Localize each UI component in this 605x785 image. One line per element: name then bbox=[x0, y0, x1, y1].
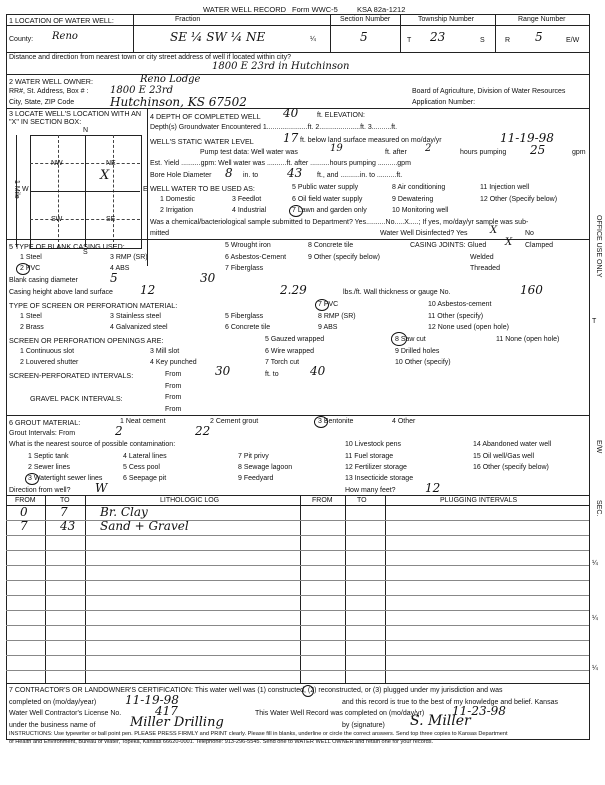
use-irrigation[interactable]: 2 Irrigation bbox=[160, 207, 194, 214]
src-fertilizer[interactable]: 12 Fertilizer storage bbox=[345, 464, 407, 471]
bore-in: in. to bbox=[243, 172, 259, 179]
use-lawn-circle bbox=[289, 205, 303, 217]
casing-concrete[interactable]: 8 Concrete tile bbox=[308, 242, 354, 249]
joints-label: CASING JOINTS: Glued bbox=[410, 242, 487, 249]
open-saw-circle bbox=[391, 332, 407, 346]
instructions-2: of Health and Environment, Bureau of Water, Topeka, Kansas 66620-0001. Telephone: 913-296-5545. Send one to WATER WELL OWNER and retain one for your records. bbox=[9, 739, 434, 745]
fraction-quarter: ¼ bbox=[310, 36, 316, 43]
openings-label: SCREEN OR PERFORATION OPENINGS ARE: bbox=[9, 336, 164, 345]
screen-fiberglass[interactable]: 5 Fiberglass bbox=[225, 313, 264, 320]
src-septic[interactable]: 1 Septic tank bbox=[28, 453, 69, 460]
license-value[interactable]: 417 bbox=[155, 704, 178, 718]
src-watertight[interactable]: 3 Watertight sewer lines bbox=[28, 475, 103, 482]
casing-fiberglass[interactable]: 7 Fiberglass bbox=[225, 265, 264, 272]
screen-pvc[interactable]: 7 PVC bbox=[318, 301, 339, 308]
cert-true-text: and this record is true to the best of my knowledge and belief. Kansas bbox=[342, 699, 558, 706]
pump-gpm[interactable]: 25 bbox=[530, 143, 546, 157]
joints-clamped: Clamped bbox=[525, 242, 554, 249]
business-value[interactable]: Miller Drilling bbox=[130, 715, 224, 730]
pump-hours-label: hours pumping bbox=[460, 149, 507, 156]
section-value[interactable]: 5 bbox=[360, 30, 368, 44]
open-drilled[interactable]: 9 Drilled holes bbox=[395, 348, 440, 355]
township-value[interactable]: 23 bbox=[430, 30, 446, 44]
open-torch[interactable]: 7 Torch cut bbox=[265, 359, 300, 366]
cert-completed-date[interactable]: 11-19-98 bbox=[125, 693, 179, 707]
log-to-header: TO bbox=[60, 497, 70, 504]
range-ew: E/W bbox=[566, 37, 580, 44]
bore-label: Bore Hole Diameter bbox=[150, 172, 212, 179]
disinfected-label: Water Well Disinfected? Yes bbox=[380, 230, 468, 237]
static-date[interactable]: 11-19-98 bbox=[500, 131, 554, 145]
form-title: WATER WELL RECORD bbox=[203, 5, 287, 14]
fraction-value[interactable]: SE ¼ SW ¼ NE bbox=[170, 30, 266, 44]
casing-rmp[interactable]: 3 RMP (SR) bbox=[110, 254, 148, 261]
gravel-from-label: From bbox=[165, 394, 182, 401]
screen-brass[interactable]: 2 Brass bbox=[20, 324, 44, 331]
use-domestic[interactable]: 1 Domestic bbox=[160, 196, 196, 203]
casing-pvc[interactable]: 2 PVC bbox=[20, 265, 41, 272]
form-number: Form WWC-5 bbox=[292, 5, 338, 14]
log-row-2-desc[interactable]: Sand + Gravel bbox=[100, 519, 189, 533]
section-box bbox=[30, 135, 142, 249]
static-value[interactable]: 17 bbox=[283, 131, 299, 145]
office-use-label: OFFICE USE ONLY bbox=[595, 215, 602, 278]
cert-completed-label: completed on (mo/day/year) bbox=[9, 699, 97, 706]
screen-pvc-circle bbox=[315, 299, 329, 311]
compass-w: W bbox=[22, 186, 29, 193]
perf-to-label: ft. to bbox=[265, 371, 279, 378]
location-x-mark[interactable]: X bbox=[100, 168, 110, 183]
county-label: County: bbox=[9, 36, 34, 43]
src-abandoned[interactable]: 14 Abandoned water well bbox=[473, 441, 552, 448]
side-q2: ¼ bbox=[592, 615, 598, 622]
quad-se: SE bbox=[106, 216, 116, 223]
grout-other[interactable]: 4 Other bbox=[392, 418, 416, 425]
log-row-1-from[interactable]: 0 bbox=[20, 505, 28, 519]
src-livestock[interactable]: 10 Livestock pens bbox=[345, 441, 402, 448]
src-seepage[interactable]: 6 Seepage pit bbox=[123, 475, 167, 482]
record-completed-label: This Water Well Record was completed on (mo/day/yr) bbox=[255, 710, 425, 717]
depth-label: 4 DEPTH OF COMPLETED WELL bbox=[150, 112, 261, 121]
screen-none[interactable]: 12 None used (open hole) bbox=[428, 324, 509, 331]
use-other[interactable]: 12 Other (Specify below) bbox=[480, 196, 558, 203]
use-injection[interactable]: 11 Injection well bbox=[480, 184, 530, 191]
quad-sw: SW bbox=[51, 216, 63, 223]
blank-to[interactable]: 30 bbox=[200, 271, 216, 285]
grout-bentonite[interactable]: 3 Bentonite bbox=[318, 418, 354, 425]
s3-label: 3 LOCATE WELL'S LOCATION WITH AN "X" IN SECTION BOX: bbox=[9, 109, 142, 126]
src-lateral[interactable]: 4 Lateral lines bbox=[123, 453, 167, 460]
s6-label: 6 GROUT MATERIAL: bbox=[9, 418, 81, 427]
contamination-label: What is the nearest source of possible contamination: bbox=[9, 441, 176, 448]
feet-value[interactable]: 12 bbox=[425, 481, 441, 495]
groundwater-label: Depth(s) Groundwater Encountered 1.....................ft. 2.....................ft. 3..........ft. bbox=[150, 124, 398, 131]
open-other[interactable]: 10 Other (specify) bbox=[395, 359, 451, 366]
src-sewer[interactable]: 2 Sewer lines bbox=[28, 464, 71, 471]
compass-n: N bbox=[83, 127, 89, 134]
township-label: Township Number bbox=[418, 16, 475, 23]
pump-hours[interactable]: 2 bbox=[425, 143, 432, 154]
open-mill[interactable]: 3 Mill slot bbox=[150, 348, 180, 355]
chem-question: Was a chemical/bacteriological sample submitted to Department? Yes..........No.....X.....; If yes, mo/day/yr sample was sub- bbox=[150, 219, 529, 226]
screen-galvanized[interactable]: 4 Galvanized steel bbox=[110, 324, 168, 331]
compass-e: E bbox=[143, 186, 148, 193]
city-value[interactable]: Hutchinson, KS 67502 bbox=[110, 95, 247, 109]
open-wire[interactable]: 6 Wire wrapped bbox=[265, 348, 315, 355]
cert-constructed-circle bbox=[302, 685, 314, 697]
casing-other[interactable]: 9 Other (specify below) bbox=[308, 254, 380, 261]
log-row-2-to[interactable]: 43 bbox=[60, 519, 76, 533]
use-dewatering[interactable]: 9 Dewatering bbox=[392, 196, 434, 203]
owner-value[interactable]: Reno Lodge bbox=[140, 74, 201, 85]
casing-abs[interactable]: 4 ABS bbox=[110, 265, 130, 272]
fraction-label: Fraction bbox=[175, 16, 201, 23]
perf-from[interactable]: 30 bbox=[215, 364, 231, 378]
use-label: WELL WATER TO BE USED AS: bbox=[150, 184, 255, 193]
quad-ne: NE bbox=[106, 160, 116, 167]
pump-after: ft. after bbox=[385, 149, 407, 156]
grout-bentonite-circle bbox=[314, 416, 328, 428]
height-value[interactable]: 12 bbox=[140, 283, 156, 297]
src-cesspool[interactable]: 5 Cess pool bbox=[123, 464, 160, 471]
township-s: S bbox=[480, 37, 485, 44]
range-value[interactable]: 5 bbox=[535, 30, 543, 44]
county-value[interactable]: Reno bbox=[52, 31, 78, 42]
gravel-from-label-2: From bbox=[165, 406, 182, 413]
grout-intervals-label: Grout Intervals: From bbox=[9, 430, 76, 437]
screen-rmp[interactable]: 8 RMP (SR) bbox=[318, 313, 356, 320]
casing-pvc-circle bbox=[16, 263, 30, 275]
chem-mitted: mitted bbox=[150, 230, 170, 237]
src-fuel[interactable]: 11 Fuel storage bbox=[345, 453, 394, 460]
use-oilfield[interactable]: 6 Oil field water supply bbox=[292, 196, 363, 203]
feet-label: How many feet? bbox=[345, 487, 396, 494]
screen-stainless[interactable]: 3 Stainless steel bbox=[110, 313, 161, 320]
grout-cement[interactable]: 2 Cement grout bbox=[210, 418, 259, 425]
open-gauzed[interactable]: 5 Gauzed wrapped bbox=[265, 336, 325, 343]
casing-wrought[interactable]: 5 Wrought iron bbox=[225, 242, 271, 249]
height-label: Casing height above land surface bbox=[9, 289, 113, 296]
joints-x[interactable]: X bbox=[505, 237, 513, 248]
disinfected-x[interactable]: X bbox=[490, 225, 498, 236]
grout-to[interactable]: 22 bbox=[195, 424, 211, 438]
plugging-header: PLUGGING INTERVALS bbox=[440, 497, 518, 504]
weight-value[interactable]: 2.29 bbox=[280, 283, 307, 297]
board-text: Board of Agriculture, Division of Water Resources bbox=[412, 88, 566, 95]
joints-welded: Welded bbox=[470, 254, 494, 261]
casing-steel[interactable]: 1 Steel bbox=[20, 254, 42, 261]
address-value[interactable]: 1800 E 23rd bbox=[110, 85, 174, 96]
src-feedyard[interactable]: 9 Feedyard bbox=[238, 475, 274, 482]
distance-value[interactable]: 1800 E 23rd in Hutchinson bbox=[212, 61, 350, 72]
use-industrial[interactable]: 4 Industrial bbox=[232, 207, 267, 214]
grout-neat[interactable]: 1 Neat cement bbox=[120, 418, 166, 425]
grout-from[interactable]: 2 bbox=[115, 424, 123, 438]
open-none[interactable]: 11 None (open hole) bbox=[496, 336, 560, 343]
use-monitoring[interactable]: 10 Monitoring well bbox=[392, 207, 449, 214]
application-number: Application Number: bbox=[412, 99, 476, 106]
signature[interactable]: S. Miller bbox=[410, 713, 471, 729]
city-label: City, State, ZIP Code bbox=[9, 99, 75, 106]
use-feedlot[interactable]: 3 Feedlot bbox=[232, 196, 262, 203]
open-louvered[interactable]: 2 Louvered shutter bbox=[20, 359, 79, 366]
screen-abs[interactable]: 9 ABS bbox=[318, 324, 338, 331]
s1-label: 1 LOCATION OF WATER WELL: bbox=[9, 16, 114, 25]
blank-label: Blank casing diameter bbox=[9, 277, 78, 284]
disinfected-no: No bbox=[525, 230, 534, 237]
range-r: R bbox=[505, 37, 511, 44]
log-from-header: FROM bbox=[15, 497, 36, 504]
side-ew: E/W bbox=[595, 440, 602, 454]
ksa-ref: KSA 82a-1212 bbox=[357, 5, 406, 14]
bore-to[interactable]: 43 bbox=[287, 166, 303, 180]
quad-nw: NW bbox=[51, 160, 63, 167]
screen-label: TYPE OF SCREEN OR PERFORATION MATERIAL: bbox=[9, 301, 178, 310]
license-label: Water Well Contractor's License No. bbox=[9, 710, 122, 717]
log-row-2-from[interactable]: 7 bbox=[20, 519, 28, 533]
perf-label: SCREEN-PERFORATED INTERVALS: bbox=[9, 371, 134, 380]
use-public[interactable]: 5 Public water supply bbox=[292, 184, 359, 191]
src-lagoon[interactable]: 8 Sewage lagoon bbox=[238, 464, 293, 471]
plug-to-header: TO bbox=[357, 497, 367, 504]
blank-value[interactable]: 5 bbox=[110, 271, 118, 285]
joints-threaded: Threaded bbox=[470, 265, 500, 272]
section-label: Section Number bbox=[340, 16, 391, 23]
side-q1: ¼ bbox=[592, 560, 598, 567]
casing-asbestos[interactable]: 6 Asbestos-Cement bbox=[225, 254, 287, 261]
src-other[interactable]: 16 Other (specify below) bbox=[473, 464, 549, 471]
address-label: RR#, St. Address, Box # : bbox=[9, 88, 89, 95]
compass-s: S bbox=[83, 249, 88, 256]
src-pitprivy[interactable]: 7 Pit privy bbox=[238, 453, 269, 460]
range-label: Range Number bbox=[518, 16, 566, 23]
static-label: WELL'S STATIC WATER LEVEL bbox=[150, 137, 254, 146]
screen-steel[interactable]: 1 Steel bbox=[20, 313, 42, 320]
open-saw[interactable]: 8 Saw cut bbox=[395, 336, 426, 343]
bore-ft: ft., and ..........in. to ..........ft. bbox=[317, 172, 403, 179]
distance-label: Distance and direction from nearest town or city street address of well if located within city? bbox=[9, 54, 292, 61]
open-continuous[interactable]: 1 Continuous slot bbox=[20, 348, 75, 355]
s5-label: 5 TYPE OF BLANK CASING USED: bbox=[9, 242, 125, 251]
static-unit: ft. below land surface measured on mo/day/yr bbox=[300, 137, 442, 144]
wall-value[interactable]: 160 bbox=[520, 283, 543, 297]
direction-label: Direction from well? bbox=[9, 487, 71, 494]
bore-value[interactable]: 8 bbox=[225, 166, 233, 180]
gpm-unit: gpm bbox=[572, 149, 586, 156]
side-t: T bbox=[592, 318, 597, 325]
src-oilwell[interactable]: 15 Oil well/Gas well bbox=[473, 453, 535, 460]
use-lawn[interactable]: 7 Lawn and garden only bbox=[292, 207, 367, 214]
depth-value[interactable]: 40 bbox=[283, 106, 299, 120]
depth-unit: ft. ELEVATION: bbox=[317, 112, 365, 119]
signature-label: by (signature) bbox=[342, 722, 385, 729]
open-key[interactable]: 4 Key punched bbox=[150, 359, 197, 366]
lithologic-header: LITHOLOGIC LOG bbox=[160, 497, 220, 504]
log-row-1-desc[interactable]: Br. Clay bbox=[100, 505, 148, 519]
perf-from-label: From bbox=[165, 371, 182, 378]
yield-label: Est. Yield ..........gpm: Well water was ..........ft. after ..........hours pumping ..........gpm bbox=[150, 160, 411, 167]
src-watertight-circle bbox=[25, 473, 39, 485]
direction-value[interactable]: W bbox=[95, 481, 108, 495]
screen-other[interactable]: 11 Other (specify) bbox=[428, 313, 484, 320]
log-row-1-to[interactable]: 7 bbox=[60, 505, 68, 519]
perf-to[interactable]: 40 bbox=[310, 364, 326, 378]
instructions-1: INSTRUCTIONS: Use typewriter or ball point pen. PLEASE PRESS FIRMLY and PRINT clearly. Please fill in blanks, underline or circle the correct answers. Send top three copies to Kansas Department bbox=[9, 731, 508, 737]
screen-asbestos[interactable]: 10 Asbestos-cement bbox=[428, 301, 492, 308]
screen-concrete[interactable]: 6 Concrete tile bbox=[225, 324, 271, 331]
side-q3: ¼ bbox=[592, 665, 598, 672]
use-air[interactable]: 8 Air conditioning bbox=[392, 184, 446, 191]
wall-label: lbs./ft. Wall thickness or gauge No. bbox=[343, 289, 451, 296]
perf-from-label-2: From bbox=[165, 383, 182, 390]
business-label: under the business name of bbox=[9, 722, 96, 729]
township-t: T bbox=[407, 37, 412, 44]
cert-line-1: 7 CONTRACTOR'S OR LANDOWNER'S CERTIFICATION: This water well was (1) constructed, (2) reconstructed, or (3) plugged under my jurisdiction and was bbox=[9, 687, 503, 694]
mile-label: 1 Mile bbox=[13, 180, 20, 199]
src-insecticide[interactable]: 13 Insecticide storage bbox=[345, 475, 414, 482]
pump-label: Pump test data: Well water was bbox=[200, 149, 298, 156]
pump-feet[interactable]: 19 bbox=[330, 143, 343, 154]
side-sec: SEC. bbox=[595, 500, 602, 517]
record-completed-date[interactable]: 11-23-98 bbox=[452, 704, 506, 718]
gravel-label: GRAVEL PACK INTERVALS: bbox=[30, 394, 123, 403]
plug-from-header: FROM bbox=[312, 497, 333, 504]
s2-label: 2 WATER WELL OWNER: bbox=[9, 77, 93, 86]
